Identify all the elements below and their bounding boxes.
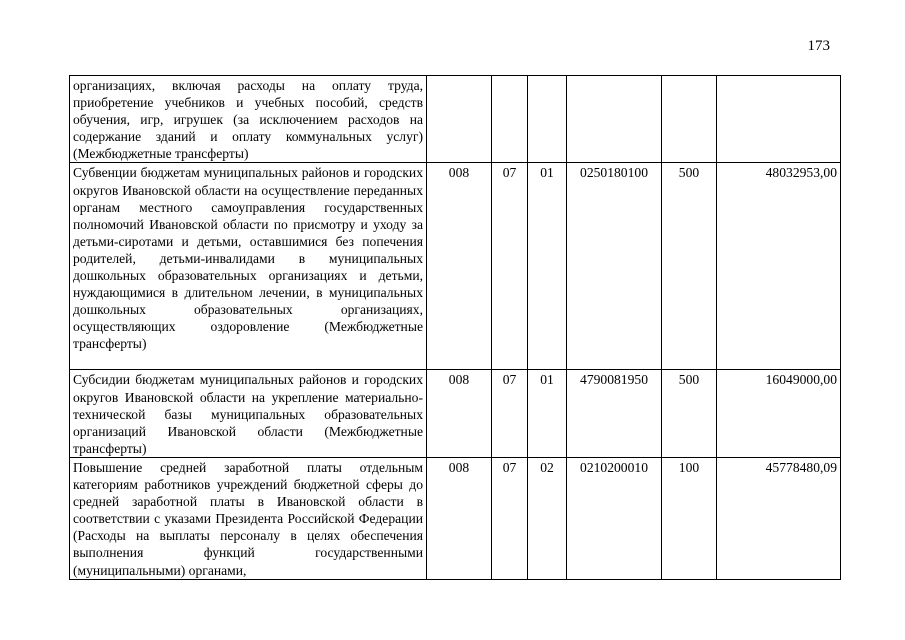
row-expense-type-code: 500: [662, 163, 717, 370]
row-section-code: 07: [492, 163, 528, 370]
row-target-article-code: [567, 76, 662, 163]
table-row: [70, 370, 841, 457]
row-section-code: 07: [492, 457, 528, 579]
row-description: Субвенции бюджетам муниципальных районов и городских округов Ивановской области на осуществление переданных органам местного самоуправления государственных полномочий Ивановской области по присмотру и уходу за детьми-сиротами и детьми, оставшимися без попечения родителей, детьми-инвалидами в муниципальных дошкольных образовательных организациях и детьми, нуждающимися в длительном лечении, в муниципальных дошкольных образовательных организациях, осуществляющих оздоровление (Межбюджетные трансферты): [70, 163, 427, 370]
row-subsection-code: 02: [528, 457, 567, 579]
row-department-code: 008: [427, 163, 492, 370]
row-department-code: 008: [427, 457, 492, 579]
table-row: [70, 76, 841, 163]
row-target-article-code: 4790081950: [567, 370, 662, 457]
row-department-code: [427, 76, 492, 163]
row-description: Повышение средней заработной платы отдельным категориям работников учреждений бюджетной сферы до средней заработной платы в Ивановской области в соответствии с указами Президента Российской Федерации (Расходы на выплаты персоналу в целях обеспечения выполнения функций государственными (муниципальными) органами,: [70, 457, 427, 579]
row-amount: 48032953,00: [717, 163, 841, 370]
row-amount: 45778480,09: [717, 457, 841, 579]
row-expense-type-code: [662, 76, 717, 163]
budget-table: [69, 75, 841, 580]
page-number: 173: [807, 38, 830, 54]
row-description: организациях, включая расходы на оплату труда, приобретение учебников и учебных пособий, средств обучения, игр, игрушек (за исключением расходов на содержание зданий и оплату коммунальных услуг) (Межбюджетные трансферты): [70, 76, 427, 163]
table-row: [70, 163, 841, 370]
row-expense-type-code: 500: [662, 370, 717, 457]
row-subsection-code: [528, 76, 567, 163]
row-subsection-code: 01: [528, 370, 567, 457]
row-target-article-code: 0250180100: [567, 163, 662, 370]
row-expense-type-code: 100: [662, 457, 717, 579]
row-amount: 16049000,00: [717, 370, 841, 457]
row-department-code: 008: [427, 370, 492, 457]
row-section-code: 07: [492, 370, 528, 457]
table-row: [70, 457, 841, 579]
row-amount: [717, 76, 841, 163]
row-section-code: [492, 76, 528, 163]
row-target-article-code: 0210200010: [567, 457, 662, 579]
row-subsection-code: 01: [528, 163, 567, 370]
row-description: Субсидии бюджетам муниципальных районов и городских округов Ивановской области на укрепление материально-технической базы муниципальных образовательных организаций Ивановской области (Межбюджетные трансферты): [70, 370, 427, 457]
